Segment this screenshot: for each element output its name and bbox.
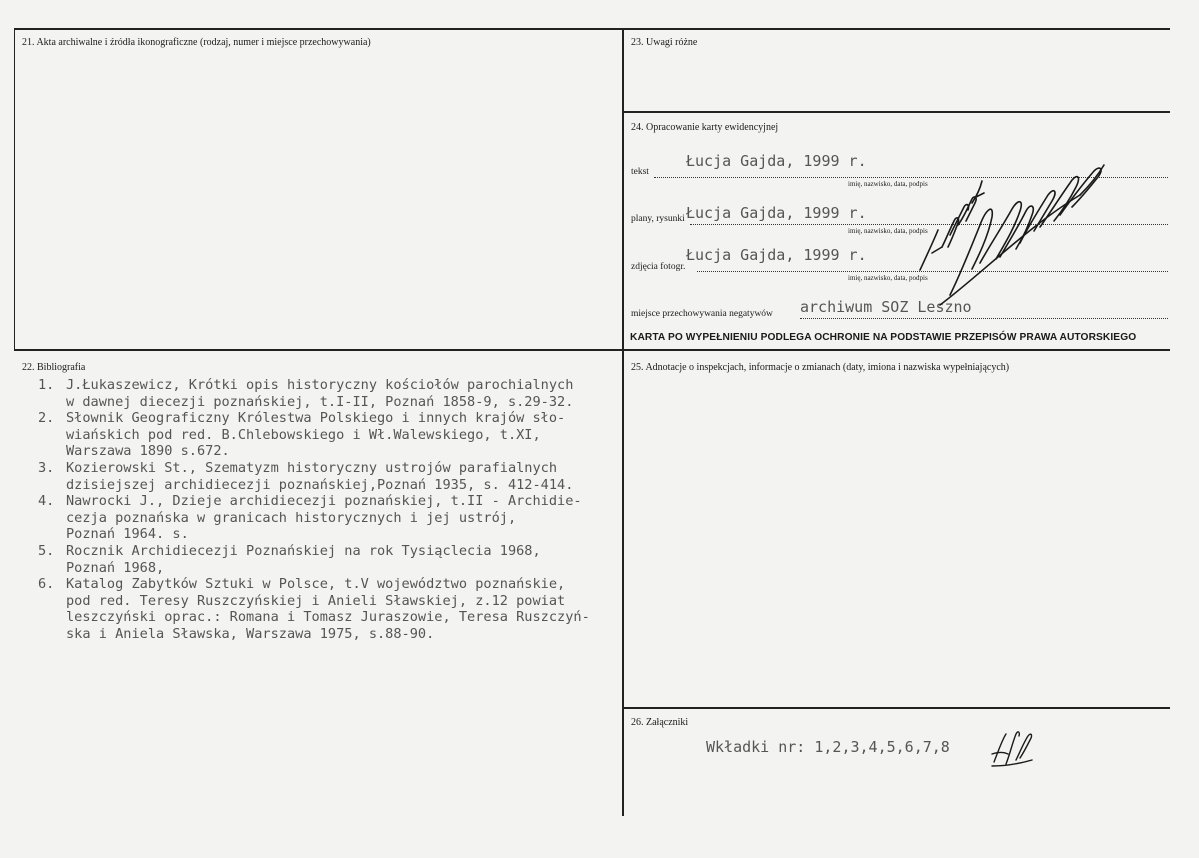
negatives-label: miejsce przechowywania negatywów [631, 309, 773, 319]
section-25-label: 25. Adnotacje o inspekcjach, informacje o zmianach (daty, imiona i nazwiska wypełniających) [631, 362, 1010, 373]
bibliography-line: ska i Aniela Sławska, Warszawa 1975, s.88-90. [66, 625, 435, 642]
top-border [14, 28, 1170, 30]
bibliography-line: Poznań 1968, [66, 559, 165, 576]
photos-author-label: zdjęcia fotogr. [631, 262, 686, 272]
negatives-line [800, 318, 1168, 319]
section-26-label: 26. Załączniki [631, 717, 689, 728]
section-21-label: 21. Akta archiwalne i źródła ikonograficzne (rodzaj, numer i miejsce przechowywania) [22, 37, 371, 48]
bibliography-list [38, 377, 636, 643]
bibliography-line: Słownik Geograficzny Królestwa Polskiego i innych krajów sło- [66, 410, 566, 427]
plans-author-hint: imię, nazwisko, data, podpis [848, 227, 928, 235]
bibliography-item [38, 493, 636, 543]
bibliography-number: 4. [38, 493, 55, 510]
bibliography-item [38, 460, 636, 493]
bibliography-line: leszczyński oprac.: Romana i Tomasz Juraszowie, Teresa Ruszczyń- [66, 609, 590, 626]
negatives-value: archiwum SOZ Leszno [800, 298, 972, 316]
divider-25-26 [622, 707, 1170, 709]
bibliography-line: Warszawa 1890 s.672. [66, 443, 230, 460]
middle-border [14, 349, 1170, 351]
bibliography-line: w dawnej diecezji poznańskiej, t.I-II, Poznań 1858-9, s.29-32. [66, 393, 574, 410]
bibliography-number: 3. [38, 459, 55, 476]
copyright-notice: KARTA PO WYPEŁNIENIU PODLEGA OCHRONIE NA PODSTAWIE PRZEPISÓW PRAWA AUTORSKIEGO [630, 332, 1137, 343]
text-author-hint: imię, nazwisko, data, podpis [848, 180, 928, 188]
section-22-label: 22. Bibliografia [22, 362, 86, 373]
bibliography-line: Poznań 1964. s. [66, 526, 189, 543]
bibliography-item [38, 543, 636, 576]
bibliography-line: pod red. Teresy Ruszczyńskiej i Anieli Sławskiej, z.12 powiat [66, 592, 566, 609]
bibliography-line: Kozierowski St., Szematyzm historyczny ustrojów parafialnych [66, 459, 558, 476]
text-author-value: Łucja Gajda, 1999 r. [686, 152, 867, 170]
plans-author-value: Łucja Gajda, 1999 r. [686, 204, 867, 222]
bibliography-number: 2. [38, 410, 55, 427]
photos-author-hint: imię, nazwisko, data, podpis [848, 274, 928, 282]
bibliography-number: 6. [38, 576, 55, 593]
bibliography-item [38, 377, 636, 410]
bibliography-number: 5. [38, 542, 55, 559]
bibliography-item [38, 410, 636, 460]
bibliography-item [38, 576, 636, 642]
bibliography-number: 1. [38, 377, 55, 393]
bibliography-line: Nawrocki J., Dzieje archidiecezji poznańskiej, t.II - Archidie- [66, 493, 582, 510]
section-23-label: 23. Uwagi różne [631, 37, 698, 48]
bibliography-line: Katalog Zabytków Sztuki w Polsce, t.V województwo poznańskie, [66, 576, 566, 593]
left-border [14, 28, 15, 350]
photos-author-value: Łucja Gajda, 1999 r. [686, 246, 867, 264]
plans-author-label: plany, rysunki [631, 214, 685, 224]
section-24-label: 24. Opracowanie karty ewidencyjnej [631, 122, 779, 133]
text-author-label: tekst [631, 167, 649, 177]
bibliography-line: dzisiejszej archidiecezji poznańskiej,Poznań 1935, s. 412-414. [66, 476, 574, 493]
attachments-value: Wkładki nr: 1,2,3,4,5,6,7,8 [706, 738, 950, 756]
bibliography-line: Rocznik Archidiecezji Poznańskiej na rok Tysiąclecia 1968, [66, 542, 541, 559]
bibliography-line: J.Łukaszewicz, Krótki opis historyczny kościołów parochialnych [66, 377, 574, 393]
handwritten-initials [990, 728, 1036, 768]
bibliography-line: cezja poznańska w granicach historycznych i jej ustrój, [66, 509, 517, 526]
divider-23-24 [622, 111, 1170, 113]
handwritten-signature [880, 135, 1120, 315]
bibliography-line: wiańskich pod red. B.Chlebowskiego i Wł.Walewskiego, t.XI, [66, 426, 541, 443]
